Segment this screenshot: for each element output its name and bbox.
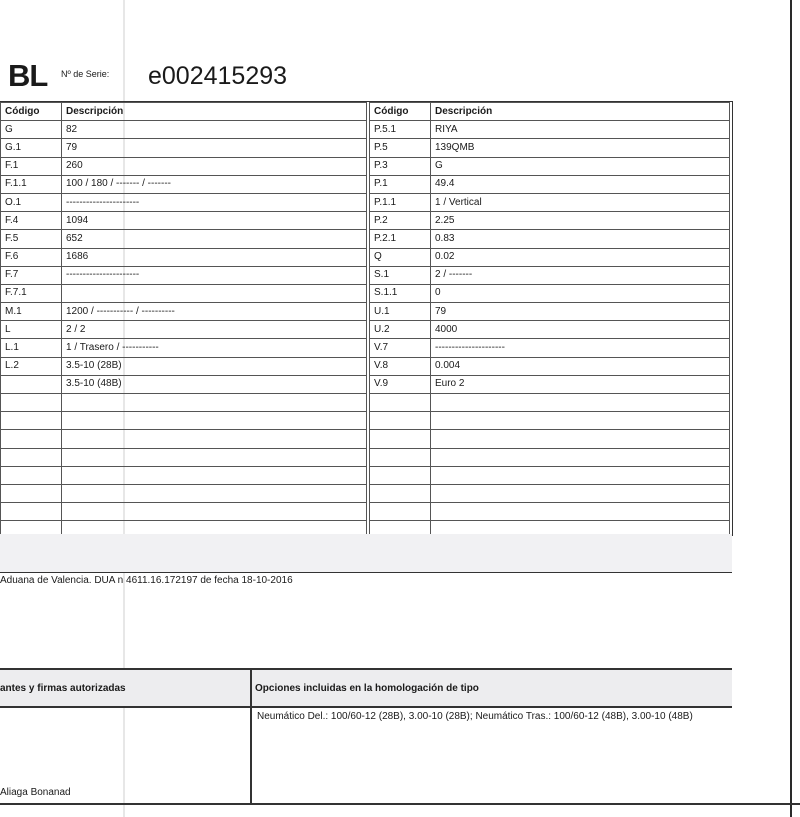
row-code: L.2 — [1, 357, 62, 375]
row-description: 82 — [62, 121, 367, 139]
table-row — [370, 248, 730, 266]
table-row — [370, 466, 730, 484]
code-column-header: Código — [1, 103, 62, 121]
table-row — [1, 394, 367, 412]
row-description — [431, 412, 730, 430]
row-description: 139QMB — [431, 139, 730, 157]
specification-grid — [0, 101, 733, 536]
table-row — [1, 412, 367, 430]
table-row — [1, 230, 367, 248]
table-row — [370, 139, 730, 157]
table-row — [1, 339, 367, 357]
row-description: --------------------- — [431, 339, 730, 357]
table-row — [370, 412, 730, 430]
row-code: F.7 — [1, 266, 62, 284]
table-row — [1, 448, 367, 466]
row-description: 2 / 2 — [62, 321, 367, 339]
table-row — [1, 284, 367, 302]
row-code: S.1.1 — [370, 284, 431, 302]
row-code: V.8 — [370, 357, 431, 375]
row-code: P.1.1 — [370, 193, 431, 211]
column-divider — [250, 668, 252, 805]
table-row — [1, 466, 367, 484]
row-description: ---------------------- — [62, 266, 367, 284]
row-code — [370, 412, 431, 430]
row-code: V.9 — [370, 375, 431, 393]
row-code: M.1 — [1, 303, 62, 321]
row-code: P.2.1 — [370, 230, 431, 248]
row-description — [62, 284, 367, 302]
row-description: 1200 / ----------- / ---------- — [62, 303, 367, 321]
row-code: P.5.1 — [370, 121, 431, 139]
options-text: Neumático Del.: 100/60-12 (28B), 3.00-10 (28B); Neumático Tras.: 100/60-12 (48B), 3.00-10 (48B) — [257, 711, 693, 722]
row-description: 652 — [62, 230, 367, 248]
table-row — [370, 284, 730, 302]
table-row — [370, 484, 730, 502]
row-description — [62, 466, 367, 484]
row-description: 0.004 — [431, 357, 730, 375]
row-code: F.1 — [1, 157, 62, 175]
row-code: L.1 — [1, 339, 62, 357]
row-description: 4000 — [431, 321, 730, 339]
row-code — [1, 503, 62, 521]
row-description — [431, 394, 730, 412]
row-description — [62, 503, 367, 521]
row-code — [370, 503, 431, 521]
table-row — [1, 321, 367, 339]
row-code — [1, 412, 62, 430]
row-code — [370, 466, 431, 484]
table-row — [1, 484, 367, 502]
table-header-row — [370, 103, 730, 121]
table-row — [370, 394, 730, 412]
table-row — [370, 303, 730, 321]
row-code: U.1 — [370, 303, 431, 321]
row-code — [370, 430, 431, 448]
row-description: 1094 — [62, 212, 367, 230]
table-row — [1, 248, 367, 266]
row-description — [431, 448, 730, 466]
row-description — [431, 466, 730, 484]
row-description: 0.83 — [431, 230, 730, 248]
document-code: BL — [8, 58, 48, 93]
table-row — [370, 448, 730, 466]
footer-rule — [0, 803, 800, 805]
row-description: 1686 — [62, 248, 367, 266]
table-row — [1, 303, 367, 321]
table-row — [1, 139, 367, 157]
row-description — [431, 430, 730, 448]
row-code — [370, 394, 431, 412]
table-row — [1, 375, 367, 393]
row-code — [1, 375, 62, 393]
right-code-table — [369, 102, 730, 558]
row-description: G — [431, 157, 730, 175]
row-description: 0.02 — [431, 248, 730, 266]
row-code — [370, 448, 431, 466]
row-code: U.2 — [370, 321, 431, 339]
row-code: F.6 — [1, 248, 62, 266]
row-description: 2 / ------- — [431, 266, 730, 284]
signatures-header — [0, 670, 251, 706]
row-code — [370, 484, 431, 502]
document-right-border — [790, 0, 792, 817]
table-row — [1, 503, 367, 521]
table-row — [1, 357, 367, 375]
table-row — [370, 212, 730, 230]
row-code: Q — [370, 248, 431, 266]
serial-number: e002415293 — [148, 62, 288, 90]
row-description: ---------------------- — [62, 193, 367, 211]
row-description: 3.5-10 (28B) — [62, 357, 367, 375]
table-row — [1, 193, 367, 211]
row-code: S.1 — [370, 266, 431, 284]
gray-separator-band — [0, 534, 732, 573]
table-row — [1, 212, 367, 230]
customs-note: Aduana de Valencia. DUA n 4611.16.172197 de fecha 18-10-2016 — [0, 575, 293, 586]
signatures-heading: antes y firmas autorizadas — [0, 683, 126, 694]
row-code: F.1.1 — [1, 175, 62, 193]
left-code-table — [0, 102, 367, 558]
table-row — [1, 121, 367, 139]
row-code: L — [1, 321, 62, 339]
table-row — [1, 430, 367, 448]
row-description: 100 / 180 / ------- / ------- — [62, 175, 367, 193]
row-code: F.7.1 — [1, 284, 62, 302]
row-description: 79 — [62, 139, 367, 157]
table-row — [370, 157, 730, 175]
row-description — [431, 484, 730, 502]
table-row — [1, 175, 367, 193]
row-description — [62, 484, 367, 502]
row-code — [1, 484, 62, 502]
header-bottom-rule — [0, 706, 732, 708]
table-row — [370, 175, 730, 193]
options-header — [252, 670, 732, 706]
table-row — [370, 503, 730, 521]
row-code — [1, 394, 62, 412]
row-code: P.3 — [370, 157, 431, 175]
row-code — [1, 430, 62, 448]
row-description — [62, 394, 367, 412]
row-code — [1, 448, 62, 466]
table-row — [370, 430, 730, 448]
row-code: P.5 — [370, 139, 431, 157]
table-row — [370, 357, 730, 375]
table-row — [370, 266, 730, 284]
row-code: V.7 — [370, 339, 431, 357]
code-column-header: Código — [370, 103, 431, 121]
table-row — [1, 266, 367, 284]
table-row — [370, 193, 730, 211]
row-code: G.1 — [1, 139, 62, 157]
row-description: 1 / Trasero / ----------- — [62, 339, 367, 357]
signatory-name: Aliaga Bonanad — [0, 787, 71, 798]
row-code: F.4 — [1, 212, 62, 230]
description-column-header: Descripción — [431, 103, 730, 121]
table-header-row — [1, 103, 367, 121]
table-row — [370, 321, 730, 339]
row-description: 0 — [431, 284, 730, 302]
row-description: 1 / Vertical — [431, 193, 730, 211]
row-code: P.2 — [370, 212, 431, 230]
table-row — [370, 375, 730, 393]
row-description: 2.25 — [431, 212, 730, 230]
row-code: O.1 — [1, 193, 62, 211]
row-description: 260 — [62, 157, 367, 175]
description-column-header: Descripción — [62, 103, 367, 121]
row-description — [62, 448, 367, 466]
table-row — [370, 230, 730, 248]
row-code: F.5 — [1, 230, 62, 248]
row-description — [62, 412, 367, 430]
options-heading: Opciones incluidas en la homologación de tipo — [255, 683, 479, 694]
row-description: 49.4 — [431, 175, 730, 193]
row-description: 3.5-10 (48B) — [62, 375, 367, 393]
table-row — [1, 157, 367, 175]
row-code — [1, 466, 62, 484]
row-description — [62, 430, 367, 448]
row-description: RIYA — [431, 121, 730, 139]
table-row — [370, 339, 730, 357]
row-description: 79 — [431, 303, 730, 321]
table-row — [370, 121, 730, 139]
row-code: P.1 — [370, 175, 431, 193]
serial-number-label: Nº de Serie: — [61, 69, 110, 79]
row-description — [431, 503, 730, 521]
row-code: G — [1, 121, 62, 139]
row-description: Euro 2 — [431, 375, 730, 393]
